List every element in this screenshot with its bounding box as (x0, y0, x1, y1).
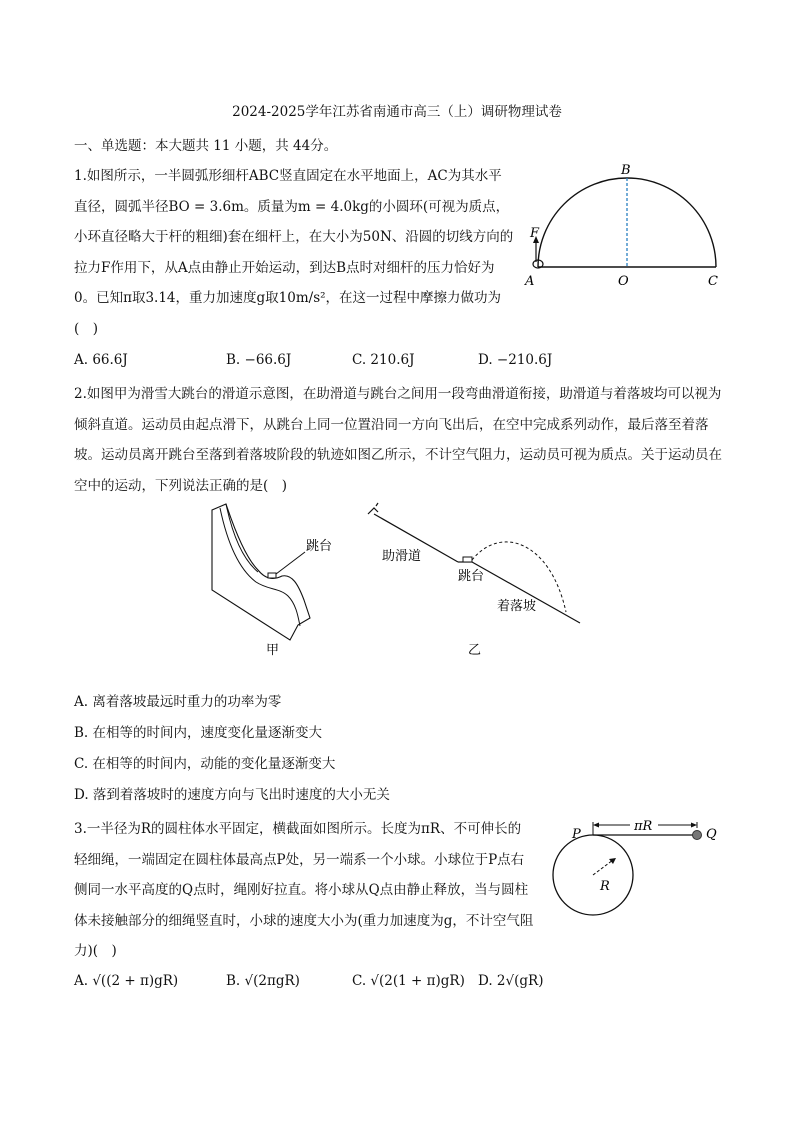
label-a: A (525, 274, 535, 289)
q3-cylinder-figure (548, 818, 726, 923)
question-2-stem: 2.如图甲为滑雪大跳台的滑道示意图，在助滑道与跳台之间用一段弯曲滑道衔接，助滑道与着落坡均可以视为倾斜直道。运动员由起点滑下，从跳台上同一位置沿同一方向飞出后，在空中完成系列动作，最后落至着落坡。运动员离开跳台至落到着落坡阶段的轨迹如图乙所示，不计空气阻力，运动员可视为质点。关于运动员在空中的运动，下列说法正确的是( ) (74, 386, 722, 494)
q2-figure-jia (200, 500, 350, 665)
label-p: P (572, 827, 581, 842)
ball-q (693, 831, 702, 840)
q1-semicircle-figure (518, 160, 728, 295)
label-run-slope: 助滑道 (382, 549, 422, 564)
question-1-paren: ( ) (74, 320, 99, 337)
label-landing-slope: 着落坡 (497, 599, 537, 614)
label-o: O (618, 274, 629, 289)
q3-option-d[interactable]: D. 2√(gR) (478, 973, 544, 989)
exam-title: 2024-2025学年江苏省南通市高三（上）调研物理试卷 (232, 104, 562, 120)
q1-option-b[interactable]: B. −66.6J (226, 352, 292, 368)
q1-option-a[interactable]: A. 66.6J (74, 352, 128, 368)
slope-block (212, 504, 310, 640)
q3-option-c[interactable]: C. √(2(1 + π)gR) (352, 973, 465, 989)
q2-option-d[interactable]: D. 落到着落坡时的速度方向与飞出时速度的大小无关 (74, 787, 390, 803)
jump-platform-marker (268, 573, 276, 578)
q2-figure-yi (360, 500, 585, 665)
jump-platform-leader (276, 552, 305, 574)
label-jumpplatform-right: 跳台 (458, 569, 485, 584)
label-r: R (600, 879, 610, 894)
q3-option-b[interactable]: B. √(2πgR) (226, 973, 300, 989)
platform-marker (463, 557, 472, 562)
label-c: C (708, 274, 718, 289)
question-3-stem: 3.一半径为R的圆柱体水平固定，横截面如图所示。长度为πR、不可伸长的轻细绳，一端固定在圆柱体最高点P处，另一端系一个小球。小球位于P点右侧同一水平高度的Q点时，绳刚好拉直。将小球从Q点由静止释放，当与圆柱体未接触部分的细绳竖直时，小球的速度大小为(重力加速度为g，不计空气阻力)( ) (74, 821, 534, 959)
q1-option-c[interactable]: C. 210.6J (352, 352, 415, 368)
question-1-stem (74, 161, 514, 344)
question-1-text: 1.如图所示，一半圆弧形细杆ABC竖直固定在水平地面上，AC为其水平直径，圆弧半径BO = 3.6m。质量为m = 4.0kg的小圆环(可视为质点，小环直径略大于杆的粗细)套在细杆上，在大小为50N、沿圆的切线方向的拉力F作用下，从A点由静止开始运动，到达B点时对细杆的压力恰好为0。已知π取3.14，重力加速度g取10m/s²，在这一过程中摩擦力做功为 (74, 168, 514, 306)
q1-option-d[interactable]: D. −210.6J (478, 352, 553, 368)
label-pi-r: πR (634, 819, 653, 834)
arrowhead-left-icon (593, 823, 599, 828)
label-b: B (621, 163, 631, 178)
label-q: Q (706, 827, 717, 842)
arrowhead-right-icon (691, 823, 697, 828)
q2-option-a[interactable]: A. 离着落坡最远时重力的功率为零 (74, 694, 282, 710)
caption-jia: 甲 (266, 643, 280, 658)
q2-option-b[interactable]: B. 在相等的时间内，速度变化量逐渐变大 (74, 725, 323, 741)
label-jumpplatform-left: 跳台 (306, 539, 333, 554)
section-heading: 一、单选题：本大题共 11 小题，共 44分。 (74, 138, 338, 154)
q2-option-c[interactable]: C. 在相等的时间内，动能的变化量逐渐变大 (74, 756, 336, 772)
caption-yi: 乙 (468, 643, 482, 658)
q3-option-a[interactable]: A. √((2 + π)gR) (74, 973, 179, 989)
skier-icon (368, 503, 378, 514)
label-f: F (530, 226, 540, 241)
